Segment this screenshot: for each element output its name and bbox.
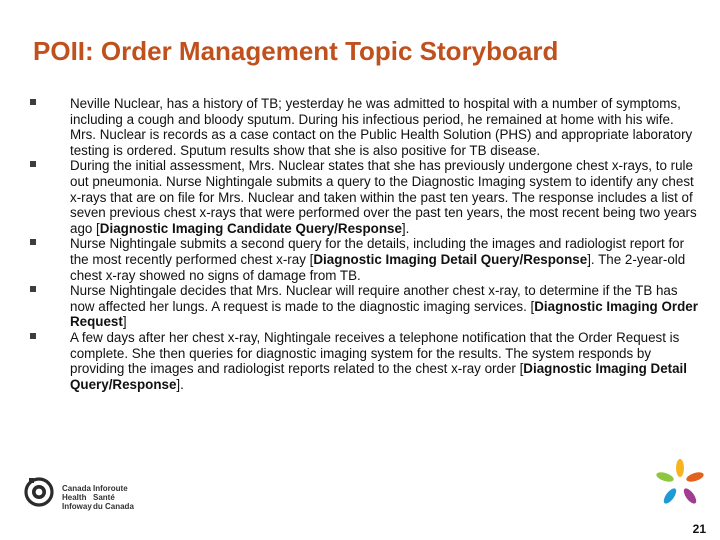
storyboard-bullet	[30, 283, 698, 330]
storyboard-bullet	[30, 236, 698, 283]
message-reference: Diagnostic Imaging Candidate Query/Response	[99, 220, 402, 236]
storyboard-bullet	[30, 158, 698, 236]
bullet-text: ]	[122, 314, 127, 330]
star-petal	[676, 459, 684, 477]
storyboard-bullet-list	[30, 96, 698, 392]
bullet-text: ].	[176, 376, 184, 392]
logo-line: Canada	[62, 484, 91, 493]
logo-line: Health	[62, 493, 87, 502]
bullet-text: During the initial assessment, Mrs. Nuclear states that she has previously undergone chest x-rays, to rule out pneumonia. Nurse Nightingale submits a query to the Diagnostic Imaging system to identify any chest x-rays that are on file for Mrs. Nuclear and taken within the past ten years. The response includes a list of seven previous chest x-rays that were performed over the past ten years, the most recent being two years ago [	[70, 158, 697, 236]
star-petal	[661, 486, 678, 505]
slide-title: POII: Order Management Topic Storyboard	[33, 36, 559, 66]
bullet-square-icon	[30, 161, 36, 167]
bullet-square-icon	[30, 239, 36, 245]
bullet-square-icon	[30, 286, 36, 292]
logo-line: Inforoute	[93, 484, 128, 493]
bullet-text: A few days after her chest x-ray, Nightingale receives a telephone notification that the Order Request is complete. She then queries for diagnostic imaging system for the results. The system responds by providing the images and radiologist reports related to the chest x-ray order [	[70, 329, 680, 377]
multicolor-star-icon	[655, 458, 705, 510]
bullet-square-icon	[30, 99, 36, 105]
logo-line: Santé	[93, 493, 115, 502]
message-reference: Diagnostic Imaging Detail Query/Response	[70, 361, 687, 392]
star-petal	[655, 470, 675, 483]
bullet-square-icon	[30, 333, 36, 339]
logo-line: du Canada	[93, 502, 134, 511]
logo-english-text	[62, 484, 92, 511]
message-reference: Diagnostic Imaging Detail Query/Response	[313, 251, 588, 267]
logo-french-text	[93, 484, 134, 511]
star-petal	[685, 470, 705, 483]
bullet-text: ].	[401, 220, 410, 236]
bullet-text: Neville Nuclear, has a history of TB; yesterday he was admitted to hospital with a number of symptoms, including a cough and bloody sputum. During his infectious period, he remained at home with his wife. Mrs. Nuclear is records as a case contact on the Public Health Solution (PHS) and appropriate laboratory testing is ordered. Sputum results show that she is also positive for TB disease.	[70, 96, 693, 158]
message-reference: Diagnostic Imaging Order Request	[70, 298, 698, 330]
page-number: 21	[692, 522, 706, 536]
bullet-text: Nurse Nightingale decides that Mrs. Nuclear will require another chest x-ray, to determine if the TB has now affected her lungs. A request is made to the diagnostic imaging services. [	[70, 283, 678, 314]
storyboard-bullet	[30, 330, 698, 392]
storyboard-bullet	[30, 96, 698, 158]
canada-health-infoway-logo	[22, 472, 172, 528]
star-petal	[681, 486, 698, 505]
bullet-text: Nurse Nightingale submits a second query for the details, including the images and radiologist report for the most recently performed chest x-ray [	[70, 236, 685, 267]
bullet-text: ]. The 2-year-old chest x-ray showed no signs of damage from TB.	[70, 251, 686, 283]
logo-line: Infoway	[62, 502, 92, 511]
canada-health-infoway-logo-icon	[22, 472, 58, 512]
